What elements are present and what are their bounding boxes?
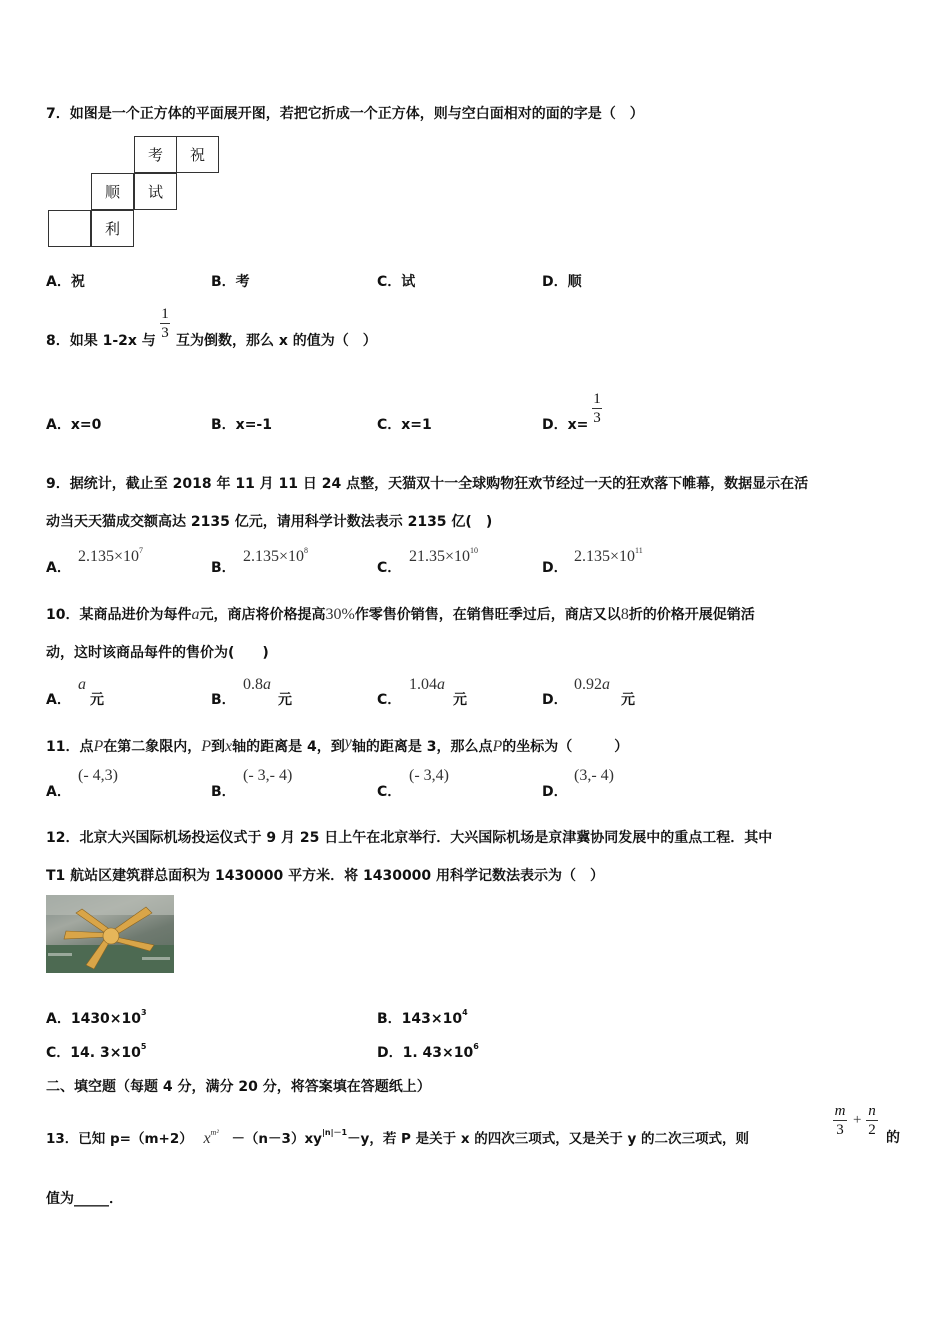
q12-option-c: C．14. $3\times 10^5$ [46, 1042, 147, 1061]
q7-stem: 7．如图是一个正方体的平面展开图，若把它折成一个正方体，则与空白面相对的面的字是（ ） [46, 106, 644, 122]
q10-label-c: C． [377, 692, 402, 708]
q9-label-b: B． [211, 560, 236, 576]
q11-option-d: (3,- 4) [574, 767, 614, 784]
q12-option-a: A．$1430\times 10^3$ [46, 1008, 147, 1027]
q10-option-b: 0.8a [243, 676, 271, 693]
q8-fraction [160, 305, 170, 342]
q7-option-d: D．顺 [542, 274, 582, 290]
q12-option-b: B．$143\times 10^4$ [377, 1008, 468, 1027]
q11-option-c: (- 3,4) [409, 767, 449, 784]
q11-label-a: A． [46, 784, 71, 800]
net-cell-shun: 顺 [91, 173, 134, 210]
q10-option-a: a [78, 676, 86, 693]
q9-option-d [574, 546, 643, 566]
q9-line2: 动当天天猫成交额高达 2135 亿元，请用科学计数法表示 2135 亿( ) [46, 514, 493, 530]
net-cell-zhu: 祝 [176, 136, 219, 173]
q10-option-d: 0.92a [574, 676, 610, 693]
q13-plus: + [853, 1112, 862, 1128]
q8-option-a: A．x=0 [46, 417, 102, 433]
q13-line2: 值为_____． [46, 1191, 123, 1207]
q9-a-base: 2.135×10 [78, 548, 140, 565]
q7-option-a: A．祝 [46, 274, 85, 290]
q7-option-b: B．考 [211, 274, 250, 290]
airport-photo [46, 895, 174, 973]
q11-option-b: (- 3,- 4) [243, 767, 293, 784]
q13-tail: 的 [886, 1130, 900, 1146]
q10-label-d: D． [542, 692, 568, 708]
q11-option-a: (- 4,3) [78, 767, 118, 784]
q7-option-c: C．试 [377, 274, 416, 290]
q8-option-d: D．x= [542, 417, 589, 433]
q9-label-a: A． [46, 560, 71, 576]
q9-c-exp: 10 [470, 546, 479, 555]
q10-label-a: A． [46, 692, 71, 708]
q12-line1: 12．北京大兴国际机场投运仪式于 9 月 25 日上午在北京举行．大兴国际机场是京津冀协同发展中的重点工程．其中 [46, 830, 773, 846]
q10-unit-d: 元 [621, 692, 635, 708]
q8-option-c: C．x=1 [377, 417, 432, 433]
q9-label-d: D． [542, 560, 568, 576]
q9-d-exp: 11 [635, 546, 643, 555]
q13-frac-m: m 3 [834, 1103, 846, 1138]
net-cell-kao: 考 [134, 136, 177, 173]
q10-unit-a: 元 [90, 692, 104, 708]
q9-option-a [78, 546, 143, 566]
airport-star-shape-icon [46, 895, 174, 973]
net-cell-shi: 试 [134, 173, 177, 210]
q8-d-den: 3 [593, 410, 601, 426]
q9-option-b [243, 546, 308, 566]
q9-c-base: 21.35×10 [409, 548, 471, 565]
q8-option-d-fraction [592, 390, 602, 427]
q9-option-c [409, 546, 478, 566]
q8-stem-b: 互为倒数，那么 x 的值为（ ） [176, 333, 377, 349]
q10-label-b: B． [211, 692, 236, 708]
q11-label-c: C． [377, 784, 402, 800]
q10-line1: 10．某商品进价为每件a元，商店将价格提高30%作零售价销售，在销售旺季过后，商店又以8折的价格开展促销活 [46, 606, 755, 623]
q12-line2: T1 航站区建筑群总面积为 1430000 平方米．将 1430000 用科学记数法表示为（ ） [46, 868, 605, 884]
q9-b-exp: 8 [304, 546, 309, 555]
q8-frac-den: 3 [161, 325, 169, 341]
q10-line2: 动，这时该商品每件的售价为( ) [46, 645, 269, 661]
q9-b-base: 2.135×10 [243, 548, 305, 565]
q10-unit-c: 元 [453, 692, 467, 708]
q9-d-base: 2.135×10 [574, 548, 636, 565]
q10-unit-b: 元 [278, 692, 292, 708]
net-cell-blank [48, 210, 91, 247]
q9-a-exp: 7 [139, 546, 144, 555]
q11-stem: 11．点P在第二象限内，P到x轴的距离是 4，到y轴的距离是 3，那么点P的坐标为（ ） [46, 734, 629, 755]
q10-option-c: 1.04a [409, 676, 445, 693]
q11-label-d: D． [542, 784, 568, 800]
q11-label-b: B． [211, 784, 236, 800]
section-2-heading: 二、填空题（每题 4 分，满分 20 分，将答案填在答题纸上） [46, 1079, 431, 1095]
net-cell-li: 利 [91, 210, 134, 247]
q8-d-num: 1 [593, 391, 601, 407]
q13-stem: 13．已知 p=（m+2） $x^{m^2} -(n-3)xy^{|n|-1}-y$，若 P 是关于 x 的四次三项式，又是关于 y 的二次三项式，则 [46, 1128, 749, 1147]
q8-option-b: B．x=-1 [211, 417, 272, 433]
q8-stem-a: 8．如果 1-2x 与 [46, 333, 156, 349]
q9-line1: 9．据统计，截止至 2018 年 11 月 11 日 24 点整，天猫双十一全球购物狂欢节经过一天的狂欢落下帷幕，数据显示在活 [46, 476, 809, 492]
q9-label-c: C． [377, 560, 402, 576]
q8-frac-num: 1 [161, 306, 169, 322]
q13-frac-n: n 2 [866, 1102, 878, 1139]
q12-option-d: D．1. $43\times 10^6$ [377, 1042, 479, 1061]
